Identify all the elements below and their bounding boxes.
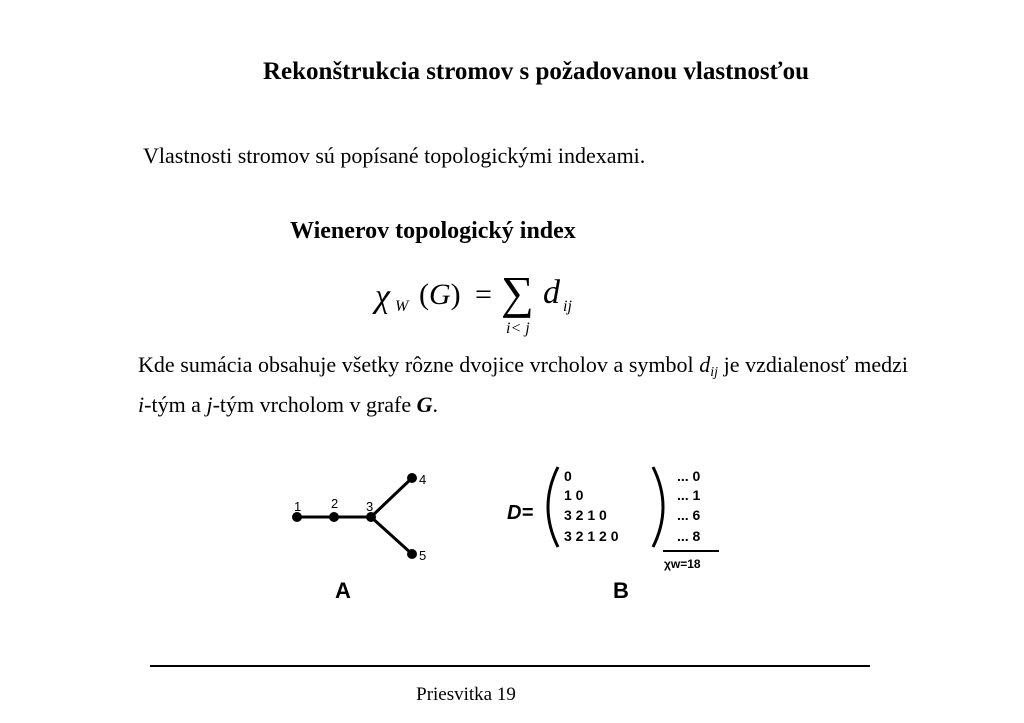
formula-term-subscript: ij: [563, 298, 572, 315]
formula-sum-sign: ∑: [501, 267, 534, 318]
matrix-row-3: 3 2 1 0: [564, 507, 607, 523]
graph-caption: A: [335, 578, 351, 603]
formula-equals: =: [475, 278, 492, 311]
matrix-caption: B: [613, 578, 629, 603]
edge-3-4: [371, 478, 412, 517]
vertex-4: [407, 473, 417, 483]
vertex-4-label: 4: [419, 472, 427, 487]
matrix-row-4: 3 2 1 2 0: [564, 528, 619, 544]
formula-chi: χ: [375, 278, 390, 315]
matrix-tail-1: ... 0: [677, 468, 701, 484]
matrix-prefix: D=: [507, 502, 534, 524]
tree-graph: [292, 472, 426, 603]
matrix-tail-3: ... 6: [677, 507, 701, 523]
formula-subscript-w: W: [395, 298, 409, 315]
tree-figure: [275, 455, 735, 615]
matrix-left-bracket: [548, 467, 558, 547]
matrix-right-bracket: [653, 467, 663, 547]
slide-title: Rekonštrukcia stromov s požadovanou vlastnosťou: [263, 58, 809, 85]
vertex-2-label: 2: [331, 496, 339, 511]
matrix-row-1: 0: [564, 468, 572, 484]
vertex-3-label: 3: [366, 499, 374, 514]
wiener-formula: [375, 267, 595, 345]
explanation-paragraph: Kde sumácia obsahuje všetky rôzne dvojice vrcholov a symbol $d_{ij}$ je vzdialenosť medzi i-tým a j-tým vrcholom v grafe G.: [138, 352, 908, 417]
slide-number: Priesvitka 19: [416, 684, 516, 705]
intro-text: Vlastnosti stromov sú popísané topologickými indexami.: [143, 143, 646, 168]
edge-3-5: [371, 517, 412, 554]
vertex-2: [329, 512, 339, 522]
distance-matrix: [507, 467, 719, 603]
vertex-5: [407, 549, 417, 559]
footer-divider: [150, 665, 870, 667]
formula-sum-index: i< j: [506, 320, 530, 337]
vertex-5-label: 5: [419, 548, 427, 563]
section-heading: Wienerov topologický index: [290, 218, 576, 244]
matrix-result: χw=18: [664, 557, 701, 571]
matrix-tail-4: ... 8: [677, 528, 701, 544]
matrix-row-2: 1 0: [564, 487, 584, 503]
formula-term: d: [543, 274, 560, 311]
matrix-tail-2: ... 1: [677, 487, 701, 503]
formula-argument: (G): [419, 278, 461, 311]
vertex-1-label: 1: [294, 499, 302, 514]
